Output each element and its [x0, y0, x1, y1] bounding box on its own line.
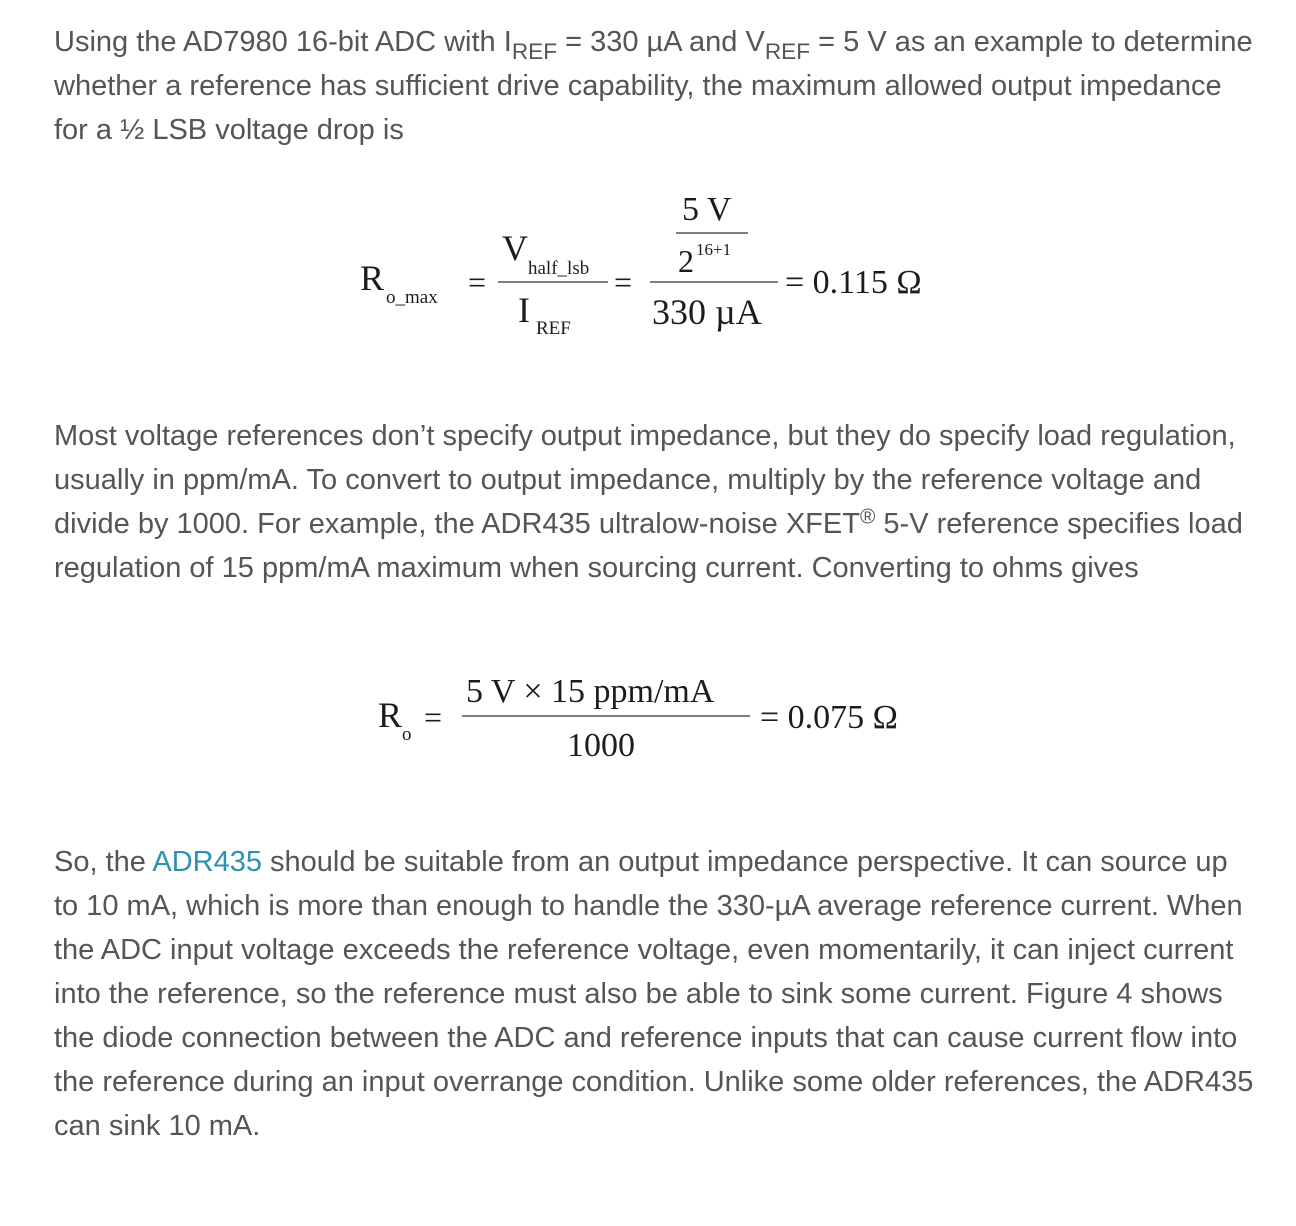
eq-result: = 0.115 Ω	[785, 264, 922, 301]
paragraph-text: = 5 V as an example to determine whether a reference has sufficient drive capability, the maximum allowed output impedance for a ½ LSB voltage drop is	[54, 26, 1253, 146]
eq-denominator-subscript: REF	[536, 318, 571, 339]
paragraph-text: = 330 µA and V	[557, 26, 765, 58]
paragraph-suitability	[54, 840, 1254, 1148]
paragraph-text: should be suitable from an output impedance perspective. It can source up to 10 mA, which is more than enough to handle the 330-µA average reference current. When the ADC input voltage exceeds the reference voltage, even momentarily, it can inject current into the reference, so the reference must also be able to sink some current. Figure 4 shows the diode connection between the ADC and reference inputs that can cause current flow into the reference during an input overrange condition. Unlike some older references, the ADR435 can sink 10 mA.	[54, 846, 1254, 1142]
eq-inner-denominator-exponent: 16+1	[696, 240, 732, 259]
eq-equals: =	[424, 699, 443, 735]
eq-denominator: 1000	[567, 727, 635, 764]
registered-mark: ®	[859, 505, 876, 529]
eq-denominator-current: 330 µA	[652, 292, 762, 332]
eq-numerator-subscript: half_lsb	[528, 258, 590, 279]
paragraph-text: So, the	[54, 846, 153, 878]
eq-equals: =	[614, 264, 633, 300]
eq-numerator-v: V	[502, 228, 528, 268]
paragraph-text: Most voltage references don’t specify output impedance, but they do specify load regulation, usually in ppm/mA. To convert to output impedance, multiply by the reference voltage and divide by 1000. For example, the ADR435 ultralow-noise XFET	[54, 420, 1236, 540]
eq-inner-numerator: 5 V	[682, 191, 732, 228]
paragraph-text: Using the AD7980 16-bit ADC with I	[54, 26, 512, 58]
eq-equals: =	[468, 264, 487, 300]
eq-lhs-subscript: o_max	[386, 287, 438, 308]
adr435-link[interactable]: ADR435	[152, 846, 262, 878]
eq-result: = 0.075 Ω	[760, 699, 898, 736]
paragraph-text: 5-V reference specifies load regulation of 15 ppm/mA maximum when sourcing current. Converting to ohms gives	[54, 508, 1243, 584]
eq-lhs-symbol: R	[378, 695, 403, 735]
eq-lhs-subscript: o	[402, 724, 412, 745]
subscript-ref: REF	[764, 38, 811, 64]
eq-numerator: 5 V × 15 ppm/mA	[466, 673, 715, 710]
eq-lhs-symbol: R	[360, 258, 385, 298]
eq-inner-denominator-base: 2	[678, 243, 694, 279]
eq-denominator-i: I	[518, 290, 530, 330]
subscript-ref: REF	[511, 38, 558, 64]
